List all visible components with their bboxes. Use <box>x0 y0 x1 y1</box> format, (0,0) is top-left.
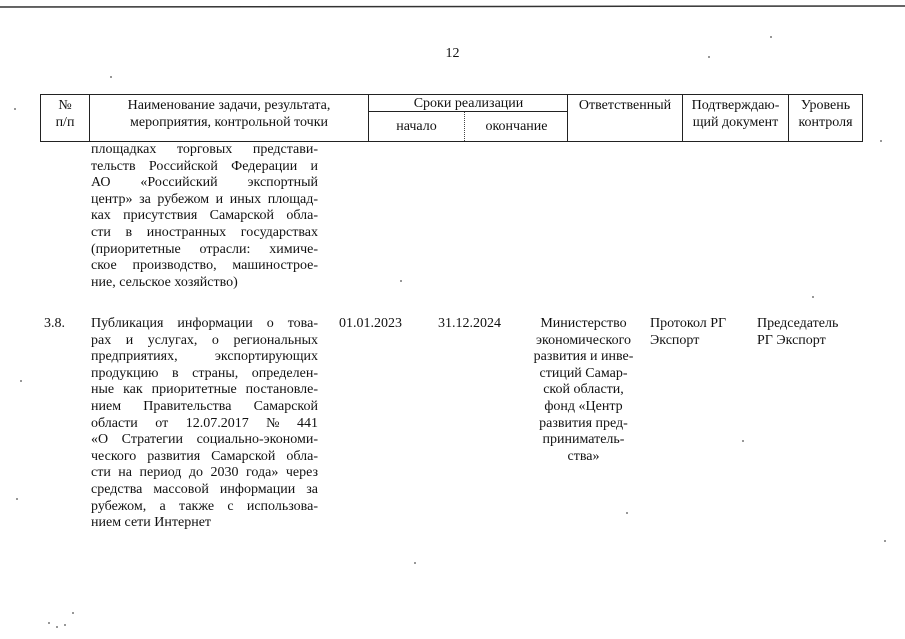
text-line: (приоритетные отрасли: химиче- <box>91 241 318 257</box>
scan-speck <box>884 540 886 542</box>
row-end-date: 31.12.2024 <box>438 316 501 331</box>
scan-speck <box>742 440 744 442</box>
scan-speck <box>110 76 112 78</box>
scan-speck <box>72 612 74 614</box>
text-line: Министерство <box>540 316 627 331</box>
text-line: рах и услугах, о региональных <box>91 332 318 348</box>
scan-speck <box>812 296 814 298</box>
row-responsible <box>526 316 641 465</box>
header-terms <box>368 95 567 141</box>
text-line: АО «Российский экспортный <box>91 175 318 191</box>
scan-speck <box>48 622 50 624</box>
text-line: Публикация информации о това- <box>91 316 318 331</box>
scan-speck <box>626 512 628 514</box>
scan-speck <box>708 56 710 58</box>
table-header <box>40 94 863 142</box>
text-line: рубежом, а также с использова- <box>91 498 318 514</box>
text-line: ческого развития Самарской обла- <box>91 448 318 464</box>
text-line: РГ Экспорт <box>757 332 826 348</box>
row-number: 3.8. <box>44 316 65 331</box>
row-document <box>650 316 750 349</box>
scan-edge-line <box>0 4 905 10</box>
text-line: нием сети Интернет <box>91 515 212 531</box>
text-line: тельств Российской Федерации и <box>91 158 318 174</box>
text-line: развития пред- <box>539 415 628 431</box>
text-line: фонд «Центр <box>544 398 623 414</box>
text-line: сти на период до 2030 года» через <box>91 465 318 481</box>
text-line: предприятиях, экспортирующих <box>91 349 318 365</box>
header-terms-title: Сроки реализации <box>369 95 568 112</box>
text-line: Экспорт <box>650 332 700 348</box>
text-line: Протокол РГ <box>650 316 727 331</box>
continuation-text <box>91 142 318 291</box>
scan-speck <box>64 624 66 626</box>
text-line: ства» <box>567 448 600 464</box>
text-line: области от 12.07.2017 № 441 <box>91 415 318 431</box>
text-line: ние, сельское хозяйство) <box>91 274 238 290</box>
header-name: Наименование задачи, результата, мероприятия, контрольной точки <box>89 95 368 141</box>
text-line: приниматель- <box>542 432 625 448</box>
scan-speck <box>16 498 18 500</box>
scan-speck <box>770 36 772 38</box>
text-line: ской области, <box>543 382 624 398</box>
text-line: «О Стратегии социально-экономи- <box>91 432 318 448</box>
header-level: Уровень контроля <box>788 95 862 141</box>
scan-speck <box>880 140 882 142</box>
row-start-date: 01.01.2023 <box>339 316 402 331</box>
text-line: продукцию в страны, определен- <box>91 365 318 381</box>
text-line: экономического <box>536 332 631 348</box>
header-responsible: Ответственный <box>567 95 682 141</box>
text-line: стиций Самар- <box>539 365 628 381</box>
text-line: развития и инве- <box>533 349 634 365</box>
text-line: ское производство, машинострое- <box>91 258 318 274</box>
scan-speck <box>20 380 22 382</box>
row-control-level <box>757 316 867 349</box>
scan-speck <box>414 562 416 564</box>
text-line: ках присутствия Самарской обла- <box>91 208 318 224</box>
text-line: площадках торговых представи- <box>91 142 318 157</box>
scan-speck <box>56 626 58 628</box>
page-number: 12 <box>445 46 460 61</box>
text-line: ные как приоритетные постановле- <box>91 382 318 398</box>
text-line: сти в иностранных государствах <box>91 224 318 240</box>
text-line: центр» за рубежом и иных площад- <box>91 191 318 207</box>
scan-speck <box>400 280 402 282</box>
text-line: средства массовой информации за <box>91 481 318 497</box>
header-end: окончание <box>464 112 568 141</box>
row-description <box>91 316 318 532</box>
scan-speck <box>14 108 16 110</box>
text-line: нием Правительства Самарской <box>91 398 318 414</box>
header-document: Подтверждаю- щий документ <box>682 95 788 141</box>
header-num: № п/п <box>55 98 75 130</box>
text-line: Председатель <box>757 316 839 331</box>
header-start: начало <box>396 119 437 134</box>
